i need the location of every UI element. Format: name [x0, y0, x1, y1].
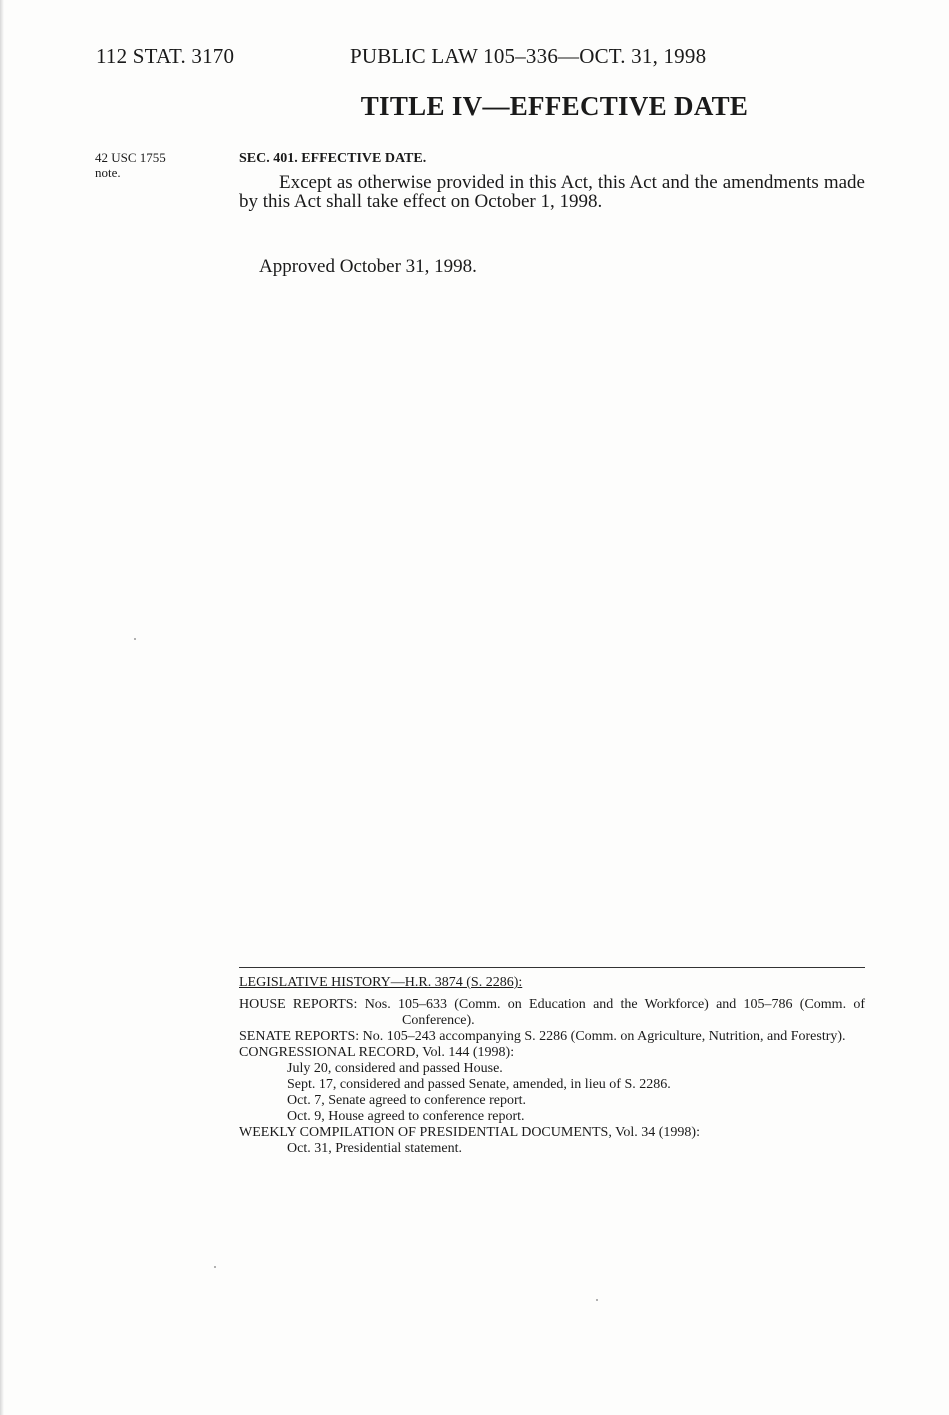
scan-speck [134, 638, 136, 640]
scan-speck [596, 1299, 598, 1301]
title-heading: TITLE IV—EFFECTIVE DATE [360, 91, 749, 121]
margin-note-label: note. [95, 165, 121, 180]
scan-speck [214, 1266, 216, 1268]
margin-note-citation: 42 USC 1755 [95, 150, 166, 165]
cr-item: Oct. 9, House agreed to conference report. [287, 1109, 525, 1124]
cr-item: July 20, considered and passed House. [287, 1061, 503, 1076]
legislative-history-heading: LEGISLATIVE HISTORY—H.R. 3874 (S. 2286): [239, 975, 523, 990]
weekly-compilation-entry: WEEKLY COMPILATION OF PRESIDENTIAL DOCUMENTS, Vol. 34 (1998): [239, 1125, 700, 1140]
section-body-text: Except as otherwise provided in this Act, this Act and the amendments made by this Act shall take effect on October 1, 1998. [239, 172, 865, 212]
congressional-record-entry: CONGRESSIONAL RECORD, Vol. 144 (1998): [239, 1045, 515, 1060]
wc-item: Oct. 31, Presidential statement. [287, 1141, 462, 1156]
section-heading: SEC. 401. EFFECTIVE DATE. [239, 151, 427, 166]
legislative-history [239, 975, 865, 1157]
house-reports-entry: HOUSE REPORTS: Nos. 105–633 (Comm. on Education and the Workforce) and 105–786 (Comm. of Conference). [239, 997, 865, 1028]
law-citation-header: PUBLIC LAW 105–336—OCT. 31, 1998 [350, 44, 707, 68]
scan-edge [0, 0, 4, 1415]
footer-divider [239, 967, 865, 968]
cr-item: Oct. 7, Senate agreed to conference report. [287, 1093, 527, 1108]
senate-reports-entry: SENATE REPORTS: No. 105–243 accompanying S. 2286 (Comm. on Agriculture, Nutrition, and Forestry). [239, 1029, 846, 1044]
margin-note [95, 150, 205, 180]
cr-item: Sept. 17, considered and passed Senate, amended, in lieu of S. 2286. [287, 1077, 671, 1092]
approval-date: Approved October 31, 1998. [259, 256, 477, 277]
stat-page-number: 112 STAT. 3170 [96, 44, 235, 68]
